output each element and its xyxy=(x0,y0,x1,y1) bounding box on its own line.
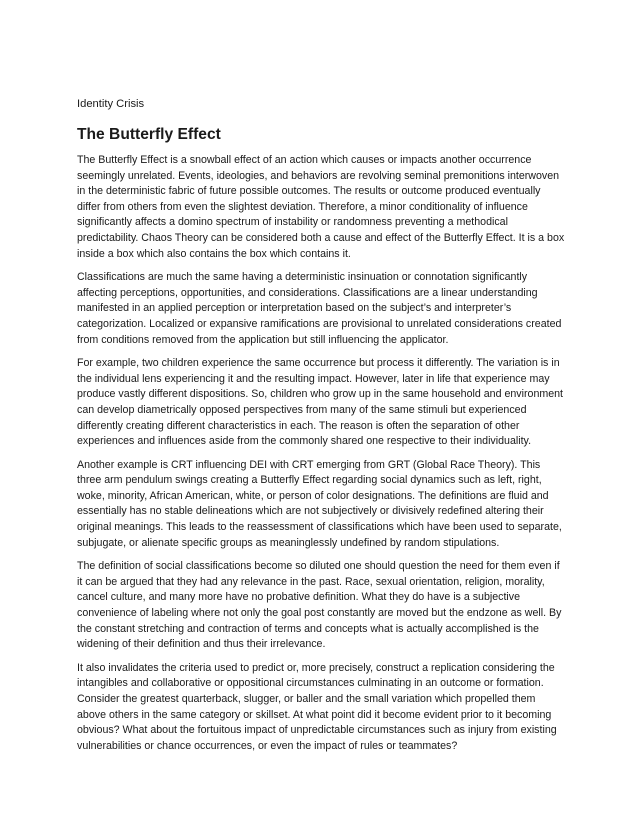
paragraph-1: The Butterfly Effect is a snowball effect of an action which causes or impacts another occurrence seemingly unrelated. Events, ideologies, and behaviors are revolving seminal premonitions interwoven in the deterministic fabric of future possible outcomes. The results or outcome produced eventually differ from others from even the slightest deviation. Therefore, a minor conditionality of influence significantly affects a domino spectrum of instability or randomness preventing a methodical predictability. Chaos Theory can be considered both a cause and effect of the Butterfly Effect. It is a box inside a box which also contains the box which contains it. xyxy=(77,154,565,260)
paragraph-2: Classifications are much the same having a deterministic insinuation or connotation significantly affecting perceptions, opportunities, and considerations. Classifications are a linear understanding manifested in an applied perception or interpretation based on the subject’s and interpreter’s categorization. Localized or expansive ramifications are provisional to unrelated considerations created from conditions removed from the application but still influencing the applicator. xyxy=(77,271,562,346)
paragraph-6: It also invalidates the criteria used to predict or, more precisely, construct a replication considering the intangibles and collaborative or oppositional circumstances culminating in an outcome or formation. Consider the greatest quarterback, slugger, or baller and the small variation which propelled them above others in the same category or skillset. At what point did it become evident prior to it becoming obvious? What about the fortuitous impact of unpredictable circumstances such as injury from existing vulnerabilities or chance occurrences, or even the impact of rules or teammates? xyxy=(77,661,557,752)
paragraph-5: The definition of social classifications become so diluted one should question the need for them even if it can be argued that they had any relevance in the past. Race, sexual orientation, religion, morality, cancel culture, and many more have no probative definition. What they do have is a subjective convenience of labeling where not only the goal post constantly are moved but the endzone as well. By the constant stretching and contraction of terms and concepts what is actually accomplished is the widening of their definition and thus their irrelevance. xyxy=(77,560,562,651)
document-header: Identity Crisis xyxy=(77,98,145,110)
paragraph-4: Another example is CRT influencing DEI with CRT emerging from GRT (Global Race Theory). This three arm pendulum swings creating a Butterfly Effect regarding social dynamics such as left, right, woke, minority, African American, white, or person of color designations. The definitions are fluid and essentially has no stable delineations which are not subjectively or divisively redefined altering their original meanings. This leads to the reassessment of classifications which have been used to separate, subjugate, or alienate specific groups as meaninglessly undefined by random stipulations. xyxy=(77,458,562,549)
paragraph-3: For example, two children experience the same occurrence but process it differently. The variation is in the individual lens experiencing it and the resulting impact. However, later in life that experience may produce vastly different dispositions. So, children who grow up in the same household and environment can develop diametrically opposed perspectives from many of the same stimuli but experienced differently creating different characteristics in each. The reason is often the separation of other experiences and influences aside from the commonly shared one respective to their individuality. xyxy=(77,357,564,448)
document-title: The Butterfly Effect xyxy=(77,126,221,143)
document-page xyxy=(77,97,565,762)
